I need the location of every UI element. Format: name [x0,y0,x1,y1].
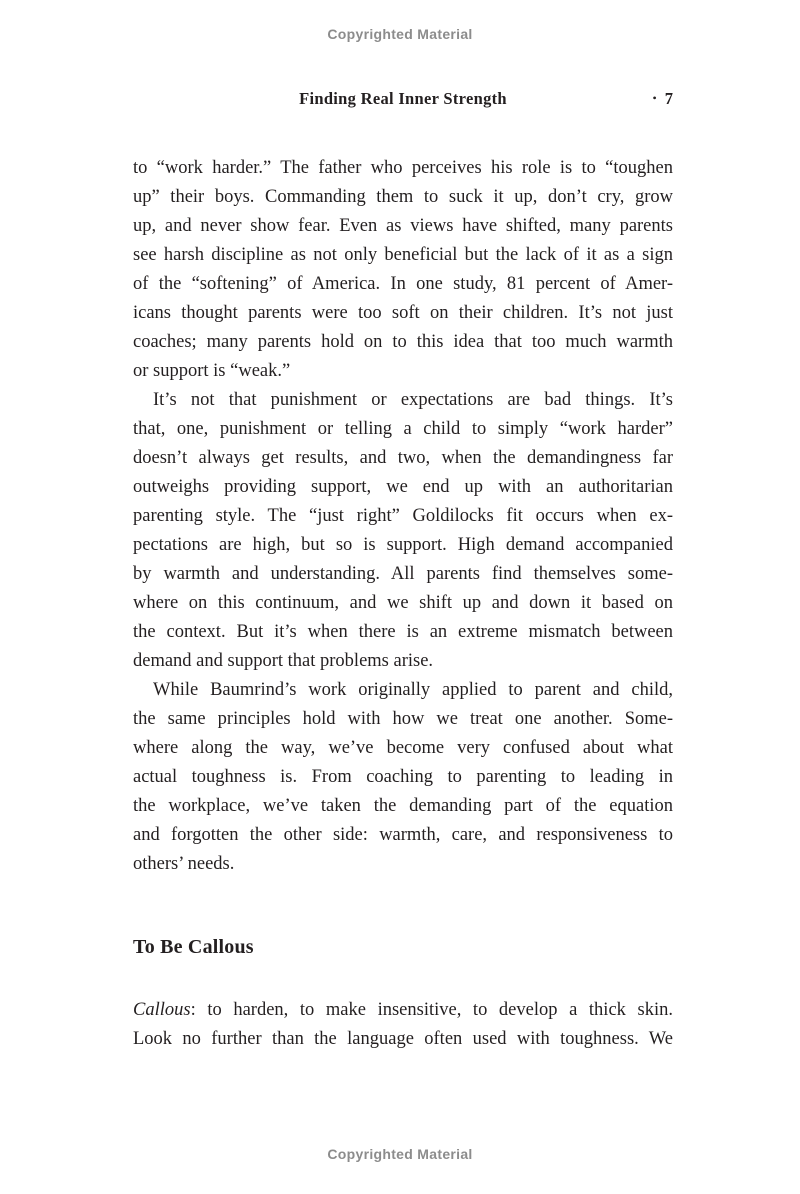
italic-term: Callous [133,1000,191,1020]
definition-line-1 [133,996,673,1025]
text-line: doesn’t always get results, and two, when the demandingness far [133,448,673,468]
text-line: demand and support that problems arise. [133,651,434,671]
text-line: actual toughness is. From coaching to parenting to leading in [133,767,673,787]
text-line: coaches; many parents hold on to this idea that too much warmth [133,332,673,352]
copyright-notice-bottom: Copyrighted Material [327,1146,473,1162]
text-line: While Baumrind’s work originally applied to parent and child, [153,680,673,700]
page-number-group [653,89,673,109]
text-line: or support is “weak.” [133,361,291,381]
text-line: see harsh discipline as not only beneficial but the lack of it as a sign [133,245,673,265]
text-line: to “work harder.” The father who perceives his role is to “toughen [133,158,673,178]
page-number: 7 [664,89,673,108]
text-line: outweighs providing support, we end up with an authoritarian [133,477,673,497]
text-line: the workplace, we’ve taken the demanding part of the equation [133,796,673,816]
text-line: and forgotten the other side: warmth, care, and responsiveness to [133,825,673,845]
bullet-separator-icon: • [652,91,657,105]
paragraph [133,386,673,676]
text-line: by warmth and understanding. All parents find themselves some- [133,564,673,584]
running-head-title: Finding Real Inner Strength [299,89,507,108]
running-header [133,89,673,111]
text-line: pectations are high, but so is support. High demand accompanied [133,535,673,555]
text-line: others’ needs. [133,854,235,874]
copyright-notice-top: Copyrighted Material [327,26,473,42]
text-line: the context. But it’s when there is an extreme mismatch between [133,622,673,642]
paragraph [133,676,673,879]
text-line: that, one, punishment or telling a child to simply “work harder” [133,419,673,439]
text-line: up, and never show fear. Even as views have shifted, many parents [133,216,673,236]
text-line: where along the way, we’ve become very confused about what [133,738,673,758]
text-line: It’s not that punishment or expectations are bad things. It’s [153,390,673,410]
text-line: icans thought parents were too soft on their children. It’s not just [133,303,673,323]
text-line: parenting style. The “just right” Goldilocks fit occurs when ex- [133,506,673,526]
text-line: the same principles hold with how we treat one another. Some- [133,709,673,729]
definition-line-1-rest: : to harden, to make insensitive, to develop a thick skin. [190,1000,673,1020]
paragraph [133,154,673,386]
text-line: up” their boys. Commanding them to suck it up, don’t cry, grow [133,187,673,207]
definition-paragraph [133,996,673,1054]
text-line: of the “softening” of America. In one study, 81 percent of Amer- [133,274,673,294]
body-text [133,154,673,879]
text-line: where on this continuum, and we shift up and down it based on [133,593,673,613]
definition-line-2: Look no further than the language often used with toughness. We [133,1029,673,1049]
section-heading: To Be Callous [133,936,254,958]
